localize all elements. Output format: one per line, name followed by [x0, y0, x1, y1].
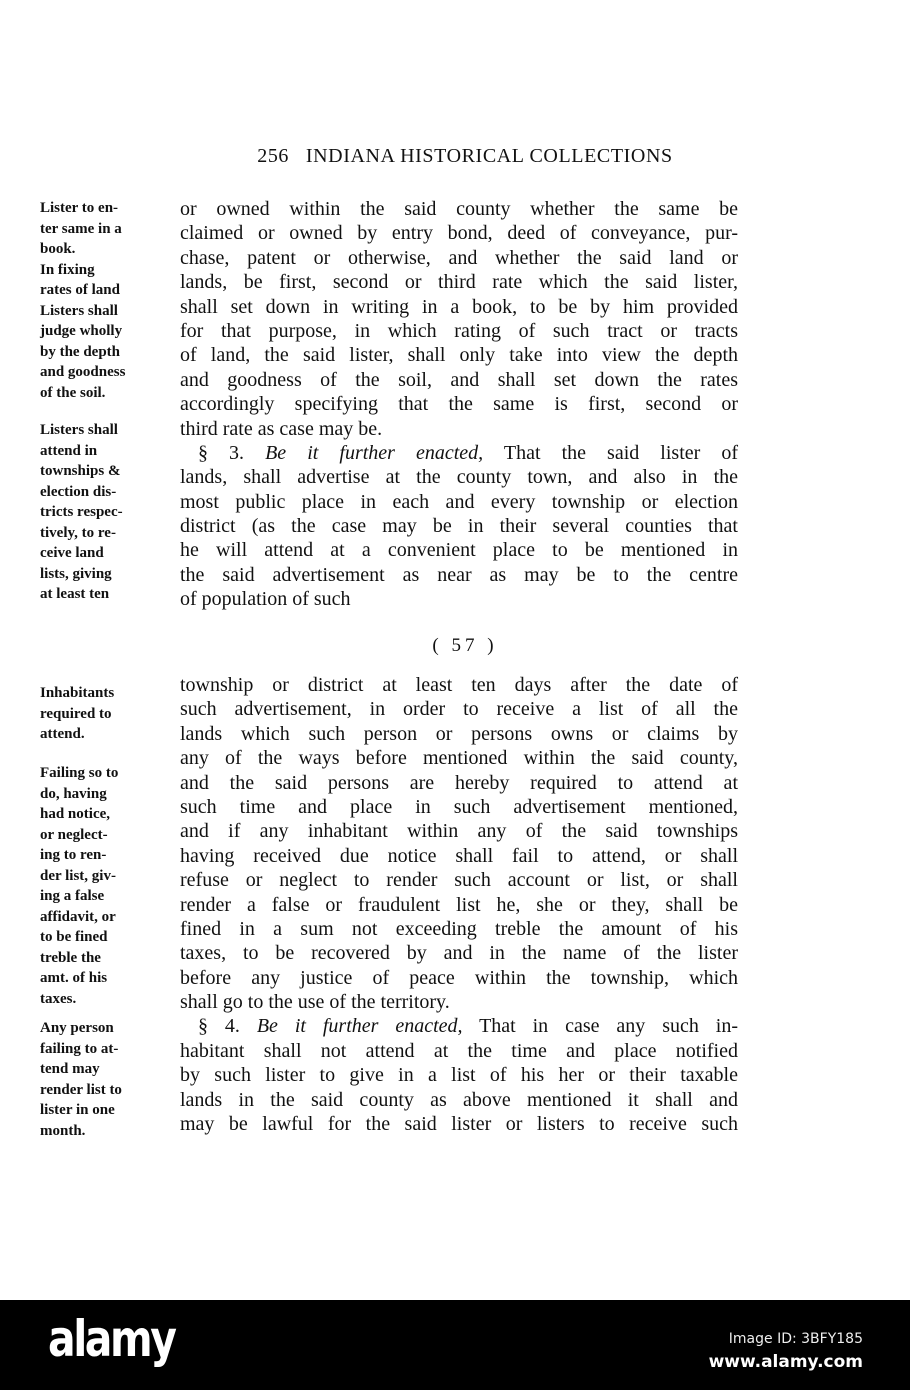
margin-note-line: election dis- — [40, 483, 117, 500]
text-line: by such lister to give in a list of his her or their taxable — [180, 1064, 738, 1087]
text-line: shall go to the use of the territory. — [180, 991, 450, 1014]
alamy-logo: alamy — [48, 1310, 175, 1368]
original-page-folio: ( 57 ) — [432, 635, 498, 656]
text-line: lands, be first, second or third rate which the said lister, — [180, 271, 738, 294]
text-line: and if any inhabitant within any of the said townships — [180, 820, 738, 843]
text-line: refuse or neglect to render such account or list, or shall — [180, 869, 738, 892]
margin-note-line: Failing so to — [40, 765, 119, 781]
text-line: lands in the said county as above mentioned it shall and — [180, 1088, 738, 1111]
margin-note-line: tend may — [40, 1061, 100, 1077]
margin-note-line: ing to ren- — [40, 847, 107, 863]
margin-note — [40, 763, 158, 1009]
margin-note-line: required to — [40, 705, 112, 722]
margin-note — [40, 683, 158, 745]
text-line: such time and place in such advertisement mentioned, — [180, 795, 738, 818]
text-line: shall set down in writing in a book, to be by him provided — [180, 295, 738, 318]
margin-note-line: lister in one — [40, 1102, 115, 1118]
margin-note-line: affidavit, or — [40, 908, 116, 925]
margin-note-line: treble the — [40, 949, 101, 966]
margin-note-line: lists, giving — [40, 565, 112, 582]
margin-note-line: by the depth — [40, 343, 121, 360]
margin-note — [40, 1018, 158, 1141]
margin-note-line: attend in — [40, 442, 98, 459]
margin-note-line: In fixing — [40, 261, 95, 278]
margin-note — [40, 420, 158, 605]
text-line: may be lawful for the said lister or listers to receive such — [180, 1113, 738, 1136]
enacting-clause: Be it further enacted, — [256, 1015, 463, 1038]
text-line: habitant shall not attend at the time and place notified — [180, 1039, 738, 1062]
margin-note-line: ing a false — [40, 888, 105, 904]
watermark-bar — [0, 1300, 910, 1390]
margin-note-line: Lister to en- — [40, 200, 119, 216]
text-line: most public place in each and every township or election — [180, 490, 738, 513]
section-start-line — [180, 1014, 738, 1038]
margin-note-line: rates of land — [40, 282, 120, 298]
page-number: 256 — [257, 145, 290, 167]
main-text-block — [180, 197, 738, 612]
section-number: § 3. — [198, 441, 266, 464]
text-line: render a false or fraudulent list he, she or they, shall be — [180, 893, 738, 916]
text-line: and the said persons are hereby required to attend at — [180, 771, 738, 794]
section-start-line — [180, 441, 738, 465]
text-line: any of the ways before mentioned within the said county, — [180, 747, 738, 770]
margin-note-line: tively, to re- — [40, 524, 116, 541]
running-header — [180, 145, 750, 168]
margin-note-line: month. — [40, 1122, 86, 1139]
margin-note-line: amt. of his — [40, 970, 108, 986]
margin-note-line: attend. — [40, 726, 85, 742]
margin-note-line: and goodness — [40, 364, 126, 380]
margin-note-line: render list to — [40, 1081, 122, 1098]
text-line: before any justice of peace within the township, which — [180, 966, 738, 989]
margin-note-line: Any person — [40, 1020, 114, 1036]
margin-note-line: at least ten — [40, 586, 110, 602]
text-line: and goodness of the soil, and shall set down the rates — [180, 368, 738, 391]
text-line: or owned within the said county whether the same be — [180, 198, 738, 220]
text-line: lands which such person or persons owns or claims by — [180, 722, 738, 745]
text-line: taxes, to be recovered by and in the name of the lister — [180, 942, 738, 965]
text-line: for that purpose, in which rating of such tract or tracts — [180, 319, 738, 342]
text-line: such advertisement, in order to receive a list of all the — [180, 698, 738, 721]
text-line: lands, shall advertise at the county town, and also in the — [180, 466, 738, 489]
margin-note-line: Listers shall — [40, 302, 118, 319]
text-line: That the said lister of — [483, 441, 739, 464]
image-id: Image ID: 3BFY185 — [728, 1331, 863, 1347]
margin-note — [40, 198, 158, 403]
section-number: § 4. — [198, 1015, 257, 1038]
margin-note-line: failing to at- — [40, 1040, 119, 1057]
margin-note-line: to be fined — [40, 929, 108, 945]
margin-note-line: ceive land — [40, 545, 104, 561]
text-line: claimed or owned by entry bond, deed of conveyance, pur- — [180, 222, 738, 245]
text-line: of land, the said lister, shall only take into view the depth — [180, 344, 738, 367]
text-line: having received due notice shall fail to attend, or shall — [180, 844, 738, 867]
site-url: www.alamy.com — [708, 1352, 863, 1372]
text-line: of population of such — [180, 588, 351, 611]
margin-note-line: ter same in a — [40, 220, 122, 237]
margin-note-line: book. — [40, 241, 76, 257]
margin-note-line: townships & — [40, 463, 121, 479]
text-line: the said advertisement as near as may be to the centre — [180, 563, 738, 586]
margin-note-line: had notice, — [40, 806, 111, 822]
text-line: accordingly specifying that the same is first, second or — [180, 393, 738, 416]
main-text-block — [180, 673, 738, 1136]
text-line: township or district at least ten days after the date of — [180, 674, 738, 696]
text-line: chase, patent or otherwise, and whether the said land or — [180, 246, 738, 269]
margin-note-line: taxes. — [40, 990, 77, 1007]
margin-note-line: Listers shall — [40, 422, 118, 438]
running-title: INDIANA HISTORICAL COLLECTIONS — [305, 145, 673, 167]
text-line: district (as the case may be in their several counties that — [180, 515, 738, 538]
margin-note-line: do, having — [40, 785, 107, 802]
text-line: That in case any such in- — [462, 1015, 739, 1038]
enacting-clause: Be it further enacted, — [265, 441, 484, 464]
text-line: fined in a sum not exceeding treble the amount of his — [180, 917, 738, 940]
margin-note-line: judge wholly — [40, 323, 123, 339]
margin-note-line: der list, giv- — [40, 867, 116, 884]
text-line: third rate as case may be. — [180, 417, 383, 440]
margin-note-line: tricts respec- — [40, 504, 123, 520]
text-line: he will attend at a convenient place to be mentioned in — [180, 539, 738, 562]
margin-note-line: Inhabitants — [40, 685, 115, 701]
margin-note-line: of the soil. — [40, 384, 106, 401]
margin-note-line: or neglect- — [40, 826, 108, 843]
